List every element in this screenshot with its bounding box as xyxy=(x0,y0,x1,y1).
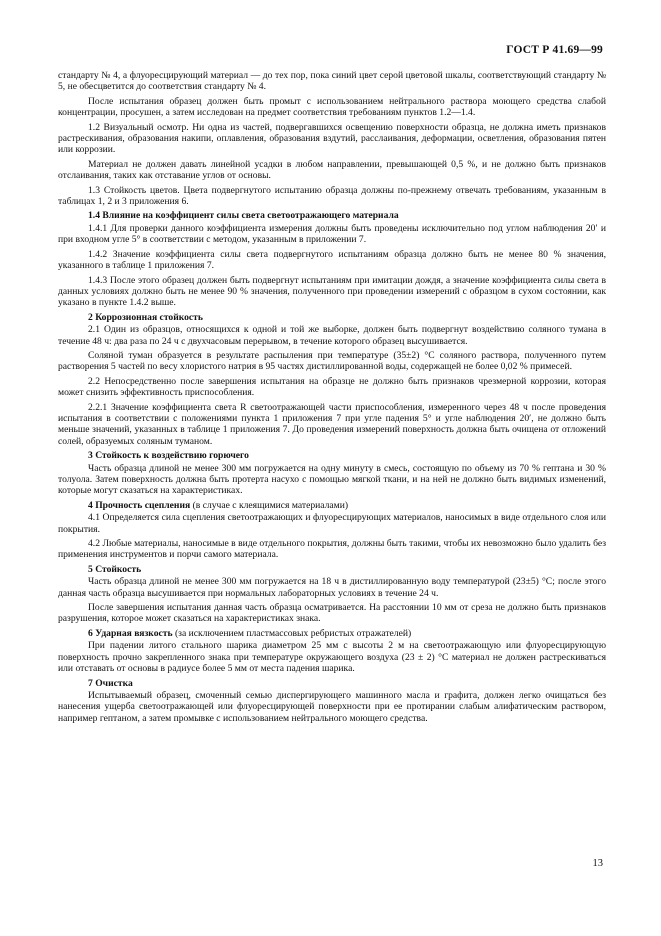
paragraph: 4.1 Определяется сила сцепления светоотражающих и флуоресцирующих материалов, наносимых в виде отдельного слоя или покрытия. xyxy=(58,512,606,535)
paragraph: стандарту № 4, а флуоресцирующий материал — до тех пор, пока синий цвет серой цветовой шкалы, соответствующий стандарту № 5, не обесцветится до соответствия стандарту № 4. xyxy=(58,70,606,93)
document-body xyxy=(58,70,606,727)
paragraph: Соляной туман образуется в результате распыления при температуре (35±2) °С соляного раствора, полученного путем растворения 5 частей по весу хлористого натрия в 95 частях дистиллированной воды, содержащей не более 0,02 % примесей. xyxy=(58,349,606,373)
section-heading-text: 4 Прочность сцепления xyxy=(88,499,191,511)
section-heading-note: (за исключением пластмассовых ребристых отражателей) xyxy=(172,627,412,639)
paragraph: 1.4.2 Значение коэффициента силы света подвергнутого испытаниям образца должно быть не менее 80 % значения, указанного в таблице 1 приложения 7. xyxy=(58,248,606,272)
section-heading xyxy=(58,628,606,639)
section-heading xyxy=(58,564,606,575)
section-heading xyxy=(58,312,606,323)
section-heading-text: 5 Стойкость xyxy=(88,563,142,575)
paragraph: При падении литого стального шарика диаметром 25 мм с высоты 2 м на светоотражающую или флуоресцирующую поверхность прочно закрепленного знака при температуре окружающего воздуха (23 ± 2) °С материал не должен растрескиваться или отставать от основы в радиусе более 5 мм от места падения шарика. xyxy=(58,640,606,675)
section-heading xyxy=(58,678,606,689)
paragraph: 1.2 Визуальный осмотр. Ни одна из частей, подвергавшихся освещению поверхности образца, не должна иметь признаков растрескивания, образования накипи, оплавления, образования вздутий, расслаивания, деформации, осветления, образования пятен или коррозии. xyxy=(58,121,606,156)
section-heading-text: 7 Очистка xyxy=(88,677,133,689)
paragraph: Часть образца длиной не менее 300 мм погружается на одну минуту в смесь, состоящую по объему из 70 % гептана и 30 % толуола. Затем поверхность должна быть протерта насухо с помощью мягкой ткани, и на ней не должно быть видимых изменений, которые могут сказаться на характеристиках. xyxy=(58,462,606,497)
section-heading-text: 1.4 Влияние на коэффициент силы света светоотражающего материала xyxy=(88,210,399,222)
section-heading-text: 3 Стойкость к воздействию горючего xyxy=(88,450,249,462)
paragraph: 1.4.1 Для проверки данного коэффициента измерения должны быть проведены исключительно под углом наблюдения 20′ и при входном угле 5° в соответствии с методом, указанным в приложении 7. xyxy=(58,222,606,246)
section-heading-text: 6 Ударная вязкость xyxy=(88,627,173,639)
paragraph: После испытания образец должен быть промыт с использованием нейтрального раствора моющего средства слабой концентрации, просушен, а затем исследован на предмет соответствия требованиям пунктов 1.2—1.4. xyxy=(58,95,606,119)
section-heading xyxy=(58,210,606,221)
paragraph: Испытываемый образец, смоченный семью диспергирующего машинного масла и графита, должен легко очищаться без нанесения ущерба светоотражающей или флуоресцирующей поверхности при ее протирании слабым алифатическим раствором, например гептаном, а затем промывке с использованием нейтрального моющего средства. xyxy=(58,689,606,724)
section-heading-text: 2 Коррозионная стойкость xyxy=(88,311,203,323)
paragraph: 2.1 Один из образцов, относящихся к одной и той же выборке, должен быть подвергнут воздействию соляного тумана в течение 48 ч: два раза по 24 ч с двухчасовым перерывом, в течение которого образец высушивается. xyxy=(58,324,606,347)
document-header: ГОСТ Р 41.69—99 xyxy=(506,44,603,56)
paragraph: Часть образца длиной не менее 300 мм погружается на 18 ч в дистиллированную воду температурой (23±5) °С; после этого данная часть образца высушивается при нормальных лабораторных условиях в течение 24 ч. xyxy=(58,576,606,599)
paragraph: 1.3 Стойкость цветов. Цвета подвергнутого испытанию образца должны по-прежнему отвечать требованиям, указанным в таблицах 1, 2 и 3 приложения 6. xyxy=(58,184,606,208)
section-heading-note: (в случае с клеящимися материалами) xyxy=(190,499,349,511)
page-number: 13 xyxy=(592,858,603,869)
paragraph: После завершения испытания данная часть образца осматривается. На расстоянии 10 мм от среза не должно быть признаков разрушения, которое может сказаться на характеристиках знака. xyxy=(58,602,606,625)
paragraph: Материал не должен давать линейной усадки в любом направлении, превышающей 0,5 %, и не должно быть признаков отслаивания, таких как отставание углов от основы. xyxy=(58,158,606,182)
section-heading xyxy=(58,450,606,461)
paragraph: 4.2 Любые материалы, наносимые в виде отдельного покрытия, должны быть такими, чтобы их невозможно было удалить без применения инструментов и порчи самого материала. xyxy=(58,538,606,561)
paragraph: 2.2.1 Значение коэффициента света R светоотражающей части приспособления, измеренного через 48 ч после проведения испытания в соответствии с положениями пункта 1 приложения 7 при угле падения 5° и угле наблюдения 20′, не должно быть меньше значений, указанных в таблице 1 приложения 7. До проведения измерений поверхность должна быть очищена от отложений солей, образуемых соляным туманом. xyxy=(58,401,606,447)
section-heading xyxy=(58,500,606,511)
paragraph: 2.2 Непосредственно после завершения испытания на образце не должно быть признаков чрезмерной коррозии, которая может снизить эффективность приспособления. xyxy=(58,375,606,399)
paragraph: 1.4.3 После этого образец должен быть подвергнут испытаниям при имитации дождя, а значение коэффициента силы света в данных условиях должно быть не менее 90 % значения, полученного при проведении измерений с образцом в сухом состоянии, как указано в пункте 1.4.2 выше. xyxy=(58,274,606,309)
